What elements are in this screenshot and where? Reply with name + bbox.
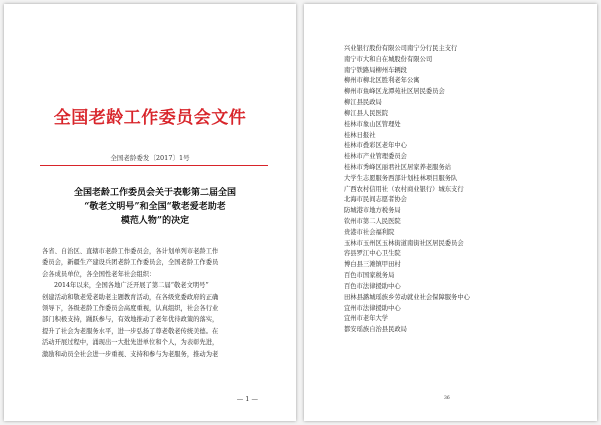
organization-item: 都安瑶族自治县民政局	[344, 326, 407, 334]
body-line: 会各成员单位，各全国性老年社会组织：	[42, 270, 156, 278]
organization-item: 南宁铁路局柳州车辆段	[344, 66, 407, 74]
organization-item: 桂林市产业管理委员会	[344, 153, 407, 161]
decision-title-line: “敬老文明号”和全国“敬老爱老助老	[84, 202, 226, 212]
body-line: 2014年以来，全国各地广泛开展了第二届“敬老文明号”	[54, 282, 209, 290]
organization-item: 钦州市第二人民医院	[344, 218, 401, 225]
organization-list	[344, 44, 577, 336]
organization-item: 贵港市社会福利院	[344, 228, 395, 236]
organization-item: 桂林市象山区管理处	[344, 120, 401, 128]
organization-item: 田林县潞城瑶族乡劳动就业社会保障服务中心	[344, 293, 470, 301]
decision-title	[44, 186, 266, 228]
left-page	[4, 4, 296, 421]
body-line: 活动开展过程中，涌现出一大批先进单位和个人，为表彰先进，	[42, 339, 219, 347]
organization-item: 柳州市鱼峰区龙潭苑社区居民委员会	[344, 88, 445, 96]
body-line: 激励和动员全社会进一步重视、支持和参与为老服务，推动为老	[42, 350, 219, 358]
organization-item: 柳江县人民医院	[344, 109, 389, 117]
organization-item: 桂林市秀峰区丽君社区居家养老服务站	[344, 163, 452, 171]
body-line: 部门积极支持，踊跃参与，有效地推动了老年优待政策的落实，	[42, 316, 219, 324]
organization-item: 玉林市玉州区玉林街道南街社区居民委员会	[344, 239, 464, 247]
body-line: 各省、自治区、直辖市老龄工作委员会，各计划单列市老龄工作	[42, 248, 219, 255]
organization-item: 大学生志愿服务西部计划桂林项目服务队	[344, 174, 458, 182]
organization-item: 北海市民间志愿者协会	[344, 196, 407, 204]
organization-item: 容县罗江中心卫生院	[344, 250, 401, 258]
organization-item: 宜州市老年大学	[344, 315, 389, 323]
organization-item: 广西农村信用社（农村商业银行）城东支行	[344, 185, 464, 193]
body-line: 领导下，各级老龄工作委员会高度重视，认真组织，社会各行业	[42, 305, 219, 313]
organization-item: 百色市国家税务局	[344, 272, 395, 280]
body-line: 提升了社会为老服务水平，进一步弘扬了尊老敬老传统美德。在	[42, 327, 219, 335]
body-line: 委员会，新疆生产建设兵团老龄工作委员会，全国老龄工作委员	[42, 259, 219, 267]
organization-item: 柳州市柳北区胜利老年公寓	[344, 77, 420, 85]
body-text	[42, 246, 270, 360]
decision-title-line: 全国老龄工作委员会关于表彰第二届全国	[73, 188, 236, 198]
organization-item: 百色市法律援助中心	[344, 282, 401, 290]
organization-item: 博白县三滩镇甲田村	[344, 261, 401, 269]
decision-title-line: 模范人物”的决定	[120, 216, 190, 226]
organization-item: 桂林日报社	[344, 131, 376, 139]
organization-item: 防城港市地方税务局	[344, 207, 401, 215]
right-page	[304, 4, 597, 421]
body-line: 创建活动和敬老爱老助老主题教育活动，在各级党委政府的正确	[42, 293, 219, 301]
organization-item: 桂林市叠彩区老年中心	[344, 142, 407, 150]
organization-item: 兴业银行股份有限公司南宁分行民主支行	[344, 45, 458, 52]
page-number: — 1 —	[236, 395, 258, 403]
organization-item: 宜州市法律援助中心	[344, 304, 401, 312]
organization-item: 南宁市大和自在城股份有限公司	[344, 55, 433, 63]
red-divider-line	[40, 165, 268, 166]
page-number: 36	[444, 396, 450, 401]
organization-item: 柳江县民政局	[344, 99, 382, 107]
document-header-title: 全国老龄工作委员会文件	[53, 108, 247, 128]
document-number: 全国老龄委发〔2017〕1号	[110, 154, 190, 162]
